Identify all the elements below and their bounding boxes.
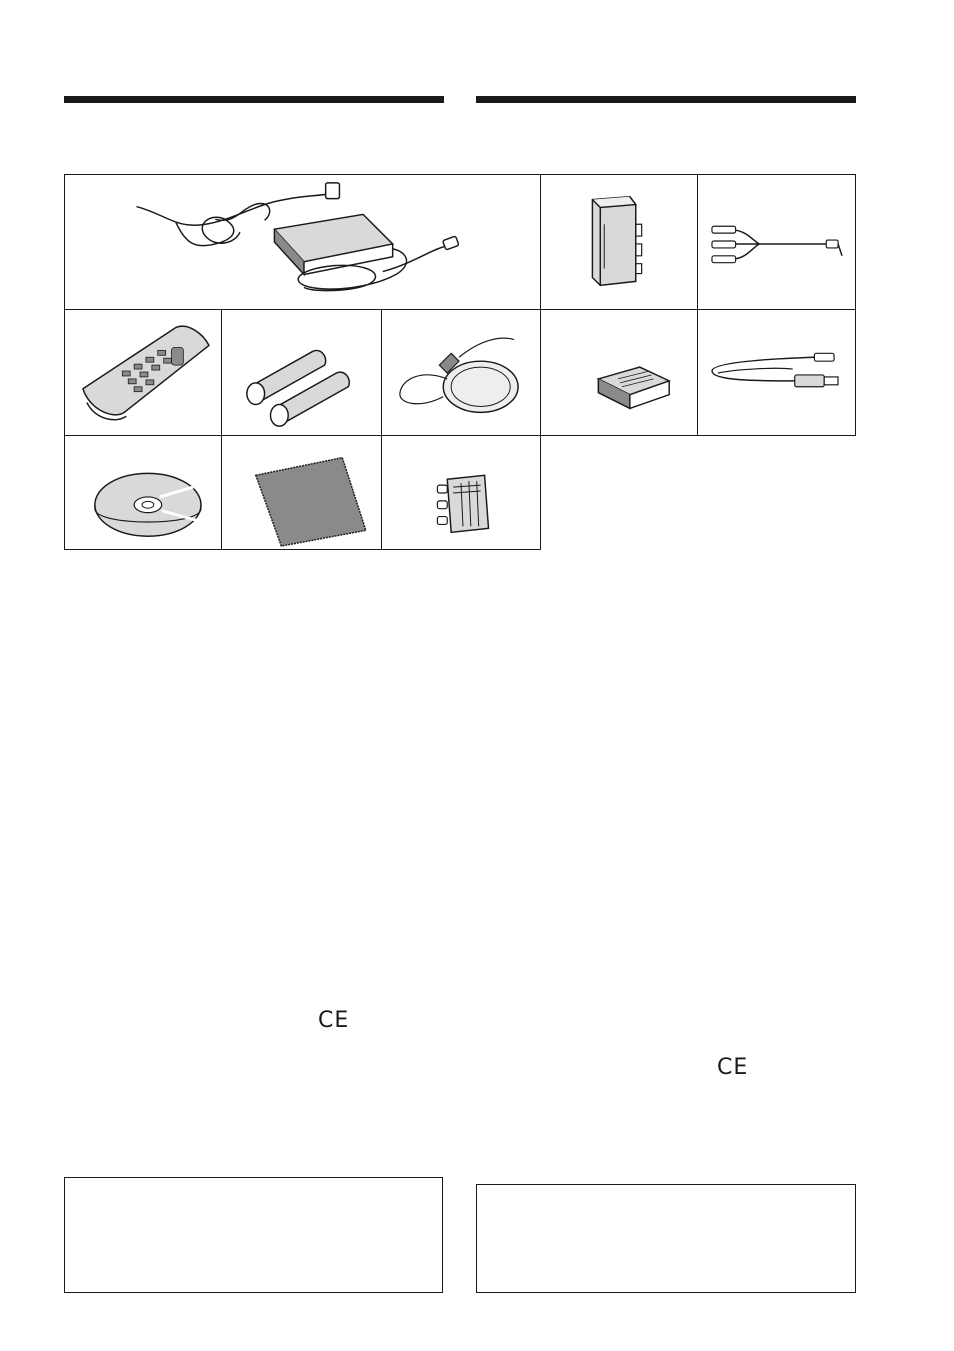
battery-pack-icon xyxy=(541,175,697,309)
accessory-cell-remote-commander xyxy=(64,309,222,436)
accessory-cell-usb-cable xyxy=(697,309,856,436)
remote-control-icon xyxy=(65,310,221,435)
section-rule-left xyxy=(64,96,444,103)
accessory-cell-ac-adaptor xyxy=(64,174,541,310)
scart-adaptor-icon xyxy=(382,436,540,549)
accessory-cell-lens-cap xyxy=(381,309,541,436)
accessory-cell-cd-rom xyxy=(64,435,222,550)
adaptor-unit-icon xyxy=(541,310,697,435)
battery-icon xyxy=(222,310,381,435)
usb-cable-icon xyxy=(698,310,855,435)
accessory-cell-scart-adaptor xyxy=(381,435,541,550)
note-box-left xyxy=(64,1177,443,1293)
av-cable-icon xyxy=(698,175,855,309)
ce-mark: CE xyxy=(717,1055,749,1080)
accessory-cell-cleaning-cloth xyxy=(221,435,382,550)
accessory-cell-aa-batteries xyxy=(221,309,382,436)
cleaning-cloth-icon xyxy=(222,436,381,549)
lens-cap-icon xyxy=(382,310,540,435)
ac-adaptor-icon xyxy=(65,175,540,309)
cd-rom-icon xyxy=(65,436,221,549)
ce-mark: CE xyxy=(318,1008,350,1033)
accessory-cell-battery-pack xyxy=(540,174,698,310)
note-box-right xyxy=(476,1184,856,1293)
accessory-cell-adaptor-unit xyxy=(540,309,698,436)
section-rule-right xyxy=(476,96,856,103)
accessory-cell-av-cable xyxy=(697,174,856,310)
